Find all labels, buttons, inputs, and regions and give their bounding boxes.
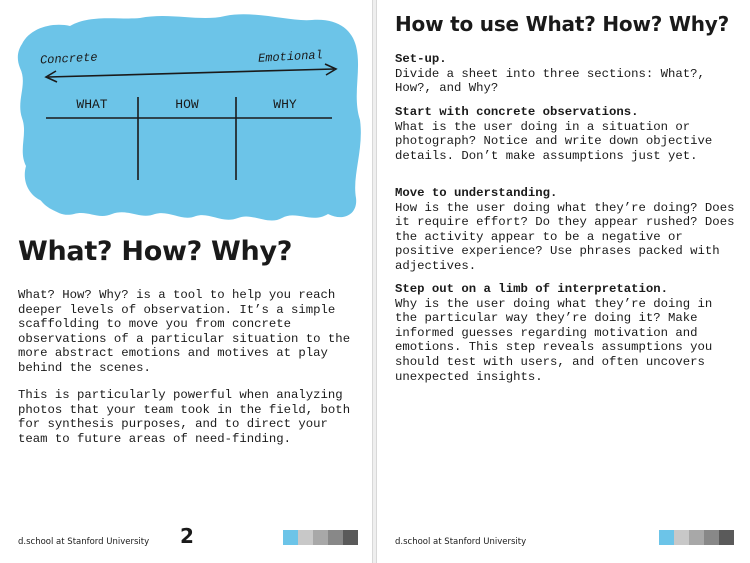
swatch-light-grey (674, 530, 689, 545)
swatch-blue (283, 530, 298, 545)
step-title: Move to understanding. (395, 186, 558, 200)
detail-paragraph: This is particularly powerful when analyzing photos that your team took in the field, both for synthesis purposes, and to direct your team to future areas of need-finding. (18, 388, 351, 446)
step-text: How is the user doing what they’re doing? Does it require effort? Do they appear rushed? Does the activity appear to be a negative or positive experience? Use phrases packed with adjectives. (395, 200, 735, 273)
left-page (0, 0, 373, 563)
step-concrete-observations (395, 105, 740, 163)
step-title: Start with concrete observations. (395, 105, 639, 119)
right-footer-credit: d.school at Stanford University (395, 537, 527, 547)
paint-splash-illustration (0, 0, 373, 235)
left-footer-credit: d.school at Stanford University (18, 537, 150, 547)
left-color-swatches (283, 530, 358, 545)
intro-paragraph: What? How? Why? is a tool to help you reach deeper levels of observation. It’s a simple scaffolding to move you from concrete observations of a particular situation to the more abstract emotions and motives at play behind the scenes. (18, 288, 351, 375)
swatch-mid-grey (704, 530, 719, 545)
step-setup (395, 52, 740, 96)
column-head-why: WHY (273, 97, 297, 112)
swatch-dark-grey (719, 530, 734, 545)
step-interpretation (395, 282, 740, 384)
swatch-grey (689, 530, 704, 545)
axis-label-concrete: Concrete (39, 50, 98, 68)
swatch-light-grey (298, 530, 313, 545)
column-head-how: HOW (175, 97, 199, 112)
step-text: Divide a sheet into three sections: What?, How?, and Why? (395, 66, 705, 96)
page-number: 2 (180, 524, 194, 548)
axis-label-emotional: Emotional (257, 48, 324, 66)
how-to-title: How to use What? How? Why? (395, 12, 730, 36)
right-page (376, 0, 750, 563)
swatch-dark-grey (343, 530, 358, 545)
step-understanding (395, 186, 740, 274)
what-how-why-diagram (0, 0, 373, 235)
step-title: Step out on a limb of interpretation. (395, 282, 669, 296)
step-title: Set-up. (395, 52, 447, 66)
column-head-what: WHAT (76, 97, 108, 112)
page-title: What? How? Why? (18, 236, 293, 267)
step-text: What is the user doing in a situation or photograph? Notice and write down objective details. Don’t make assumptions just yet. (395, 119, 713, 163)
swatch-mid-grey (328, 530, 343, 545)
step-text: Why is the user doing what they’re doing in the particular way they’re doing it? Make informed guesses regarding motivation and emotions. This step reveals assumptions you should test with users, and often uncovers unexpected insights. (395, 296, 713, 384)
swatch-grey (313, 530, 328, 545)
right-color-swatches (659, 530, 734, 545)
swatch-blue (659, 530, 674, 545)
